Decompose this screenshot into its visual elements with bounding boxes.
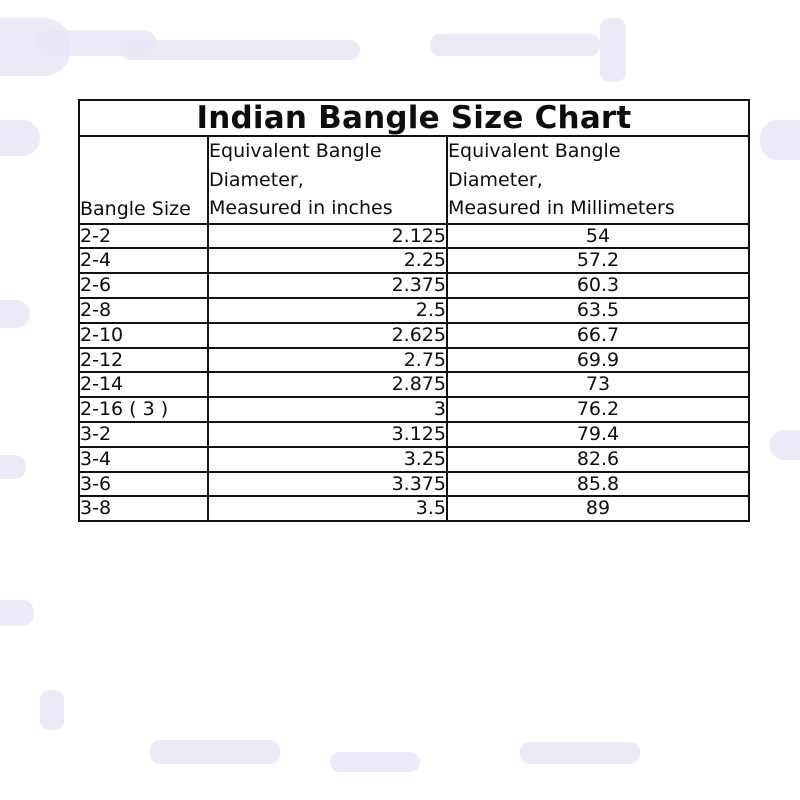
column-header-millimeters-line-3: Measured in Millimeters <box>448 197 675 220</box>
cell-diameter-inches: 2.25 <box>208 248 447 273</box>
cell-diameter-millimeters: 69.9 <box>447 348 749 373</box>
background-smudge <box>330 752 420 772</box>
cell-bangle-size: 2-16 ( 3 ) <box>79 397 208 422</box>
cell-diameter-inches: 2.375 <box>208 273 447 298</box>
cell-diameter-inches: 3.25 <box>208 447 447 472</box>
column-header-inches <box>208 136 447 224</box>
background-smudge <box>0 300 30 328</box>
cell-diameter-inches: 2.75 <box>208 348 447 373</box>
cell-bangle-size: 2-6 <box>79 273 208 298</box>
background-smudge <box>36 30 156 56</box>
column-header-millimeters-line-1: Equivalent Bangle <box>448 140 621 163</box>
background-smudge <box>0 120 40 156</box>
cell-diameter-millimeters: 85.8 <box>447 472 749 497</box>
cell-bangle-size: 3-4 <box>79 447 208 472</box>
cell-diameter-millimeters: 57.2 <box>447 248 749 273</box>
cell-diameter-millimeters: 54 <box>447 224 749 249</box>
cell-diameter-inches: 3.125 <box>208 422 447 447</box>
table-row <box>79 496 749 521</box>
background-smudge <box>760 120 800 160</box>
table-row <box>79 323 749 348</box>
cell-diameter-inches: 2.5 <box>208 298 447 323</box>
cell-diameter-millimeters: 89 <box>447 496 749 521</box>
background-smudge <box>0 600 34 626</box>
cell-bangle-size: 2-12 <box>79 348 208 373</box>
table-row <box>79 422 749 447</box>
column-header-millimeters <box>447 136 749 224</box>
background-smudge <box>150 740 280 764</box>
cell-bangle-size: 3-6 <box>79 472 208 497</box>
column-header-millimeters-line-2: Diameter, <box>448 168 543 191</box>
table-row <box>79 372 749 397</box>
cell-diameter-millimeters: 79.4 <box>447 422 749 447</box>
cell-diameter-inches: 3 <box>208 397 447 422</box>
chart-title-row <box>79 100 749 136</box>
size-chart-table <box>78 99 750 522</box>
table-row <box>79 248 749 273</box>
cell-bangle-size: 3-2 <box>79 422 208 447</box>
cell-bangle-size: 2-8 <box>79 298 208 323</box>
column-header-inches-line-1: Equivalent Bangle <box>209 140 382 163</box>
cell-diameter-inches: 3.375 <box>208 472 447 497</box>
cell-bangle-size: 2-4 <box>79 248 208 273</box>
cell-diameter-millimeters: 73 <box>447 372 749 397</box>
cell-bangle-size: 3-8 <box>79 496 208 521</box>
cell-diameter-inches: 2.125 <box>208 224 447 249</box>
background-smudge <box>120 40 360 60</box>
cell-bangle-size: 2-2 <box>79 224 208 249</box>
cell-bangle-size: 2-10 <box>79 323 208 348</box>
table-row <box>79 348 749 373</box>
cell-bangle-size: 2-14 <box>79 372 208 397</box>
cell-diameter-inches: 2.625 <box>208 323 447 348</box>
cell-diameter-millimeters: 82.6 <box>447 447 749 472</box>
table-row <box>79 298 749 323</box>
background-smudge <box>0 455 26 479</box>
page-title: Indian Bangle Size Chart <box>79 100 749 136</box>
background-smudge <box>520 742 640 764</box>
column-header-inches-line-2: Diameter, <box>209 168 304 191</box>
table-header-row <box>79 136 749 224</box>
background-smudge <box>430 34 600 56</box>
background-smudge <box>40 690 64 730</box>
cell-diameter-millimeters: 76.2 <box>447 397 749 422</box>
background-smudge <box>770 430 800 460</box>
bangle-size-chart <box>78 99 748 522</box>
table-row <box>79 397 749 422</box>
background-smudge <box>600 18 626 82</box>
table-row <box>79 273 749 298</box>
cell-diameter-inches: 3.5 <box>208 496 447 521</box>
table-row <box>79 472 749 497</box>
cell-diameter-millimeters: 63.5 <box>447 298 749 323</box>
cell-diameter-millimeters: 60.3 <box>447 273 749 298</box>
column-header-bangle-size: Bangle Size <box>79 136 208 224</box>
cell-diameter-inches: 2.875 <box>208 372 447 397</box>
table-row <box>79 447 749 472</box>
table-row <box>79 224 749 249</box>
column-header-inches-line-3: Measured in inches <box>209 197 393 220</box>
cell-diameter-millimeters: 66.7 <box>447 323 749 348</box>
background-smudge <box>0 18 70 76</box>
